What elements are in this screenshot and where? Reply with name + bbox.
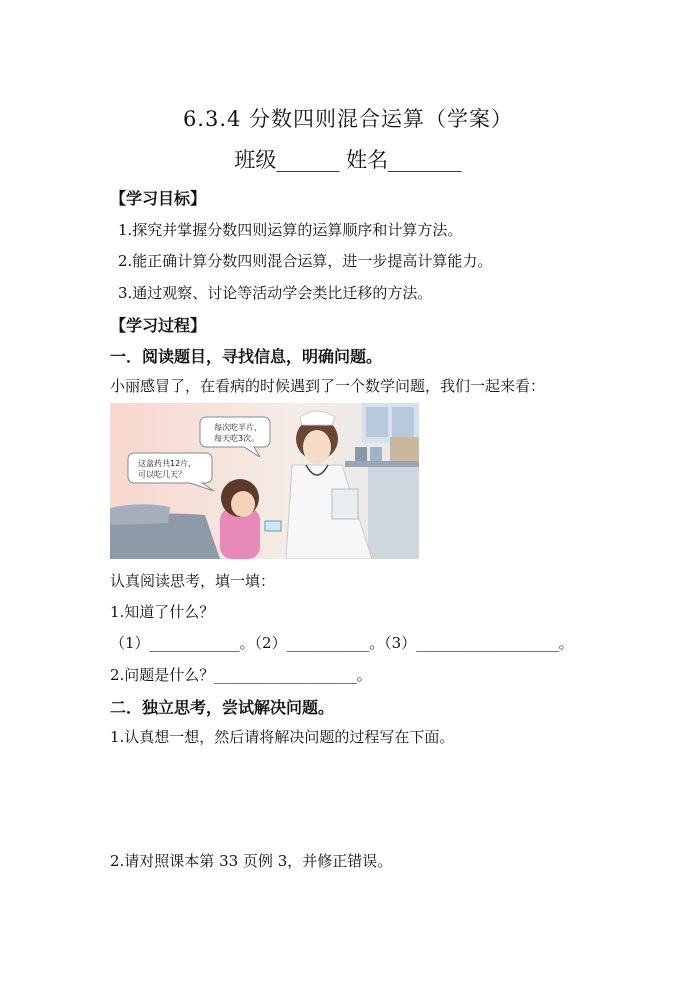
goals-header: 【学习目标】 (110, 189, 207, 208)
question-known: 1.知道了什么？ (110, 603, 215, 621)
question-asked: 2.问题是什么？___________________。 (110, 666, 372, 684)
task-correct: 2.请对照课本第 33 页例 3，并修正错误。 (110, 852, 393, 870)
section-heading-1: 一．阅读题目，寻找信息，明确问题。 (110, 347, 383, 366)
clinic-scene (110, 403, 419, 559)
girl-bubble-line: 可以吃几天？ (138, 470, 186, 479)
task-think: 1.认真想一想，然后请将解决问题的过程写在下面。 (110, 728, 455, 746)
girl-bubble-line: 这盒药共12片， (138, 459, 197, 468)
goal-item: 3.通过观察、讨论等活动学会类比迁移的方法。 (118, 284, 433, 302)
intro-text: 小丽感冒了，在看病的时候遇到了一个数学问题，我们一起来看： (110, 377, 546, 395)
nurse-bubble-line: 每天吃3次。 (214, 434, 260, 443)
section-heading-2: 二．独立思考，尝试解决问题。 (110, 698, 335, 717)
goal-item: 2.能正确计算分数四则混合运算，进一步提高计算能力。 (118, 252, 493, 270)
nurse-bubble-line: 每次吃半片， (214, 423, 262, 432)
class-name-line: 班级______ 姓名_______ (234, 148, 462, 172)
prompt-text: 认真阅读思考，填一填： (110, 572, 276, 590)
goal-item: 1.探究并掌握分数四则运算的运算顺序和计算方法。 (118, 221, 463, 239)
answer-blanks: （1）____________。（2）___________。（3）___________________。 (110, 634, 574, 652)
illustration-clinic (110, 403, 419, 559)
process-header: 【学习过程】 (110, 316, 207, 335)
page-title: 6.3.4 分数四则混合运算（学案） (182, 107, 514, 131)
